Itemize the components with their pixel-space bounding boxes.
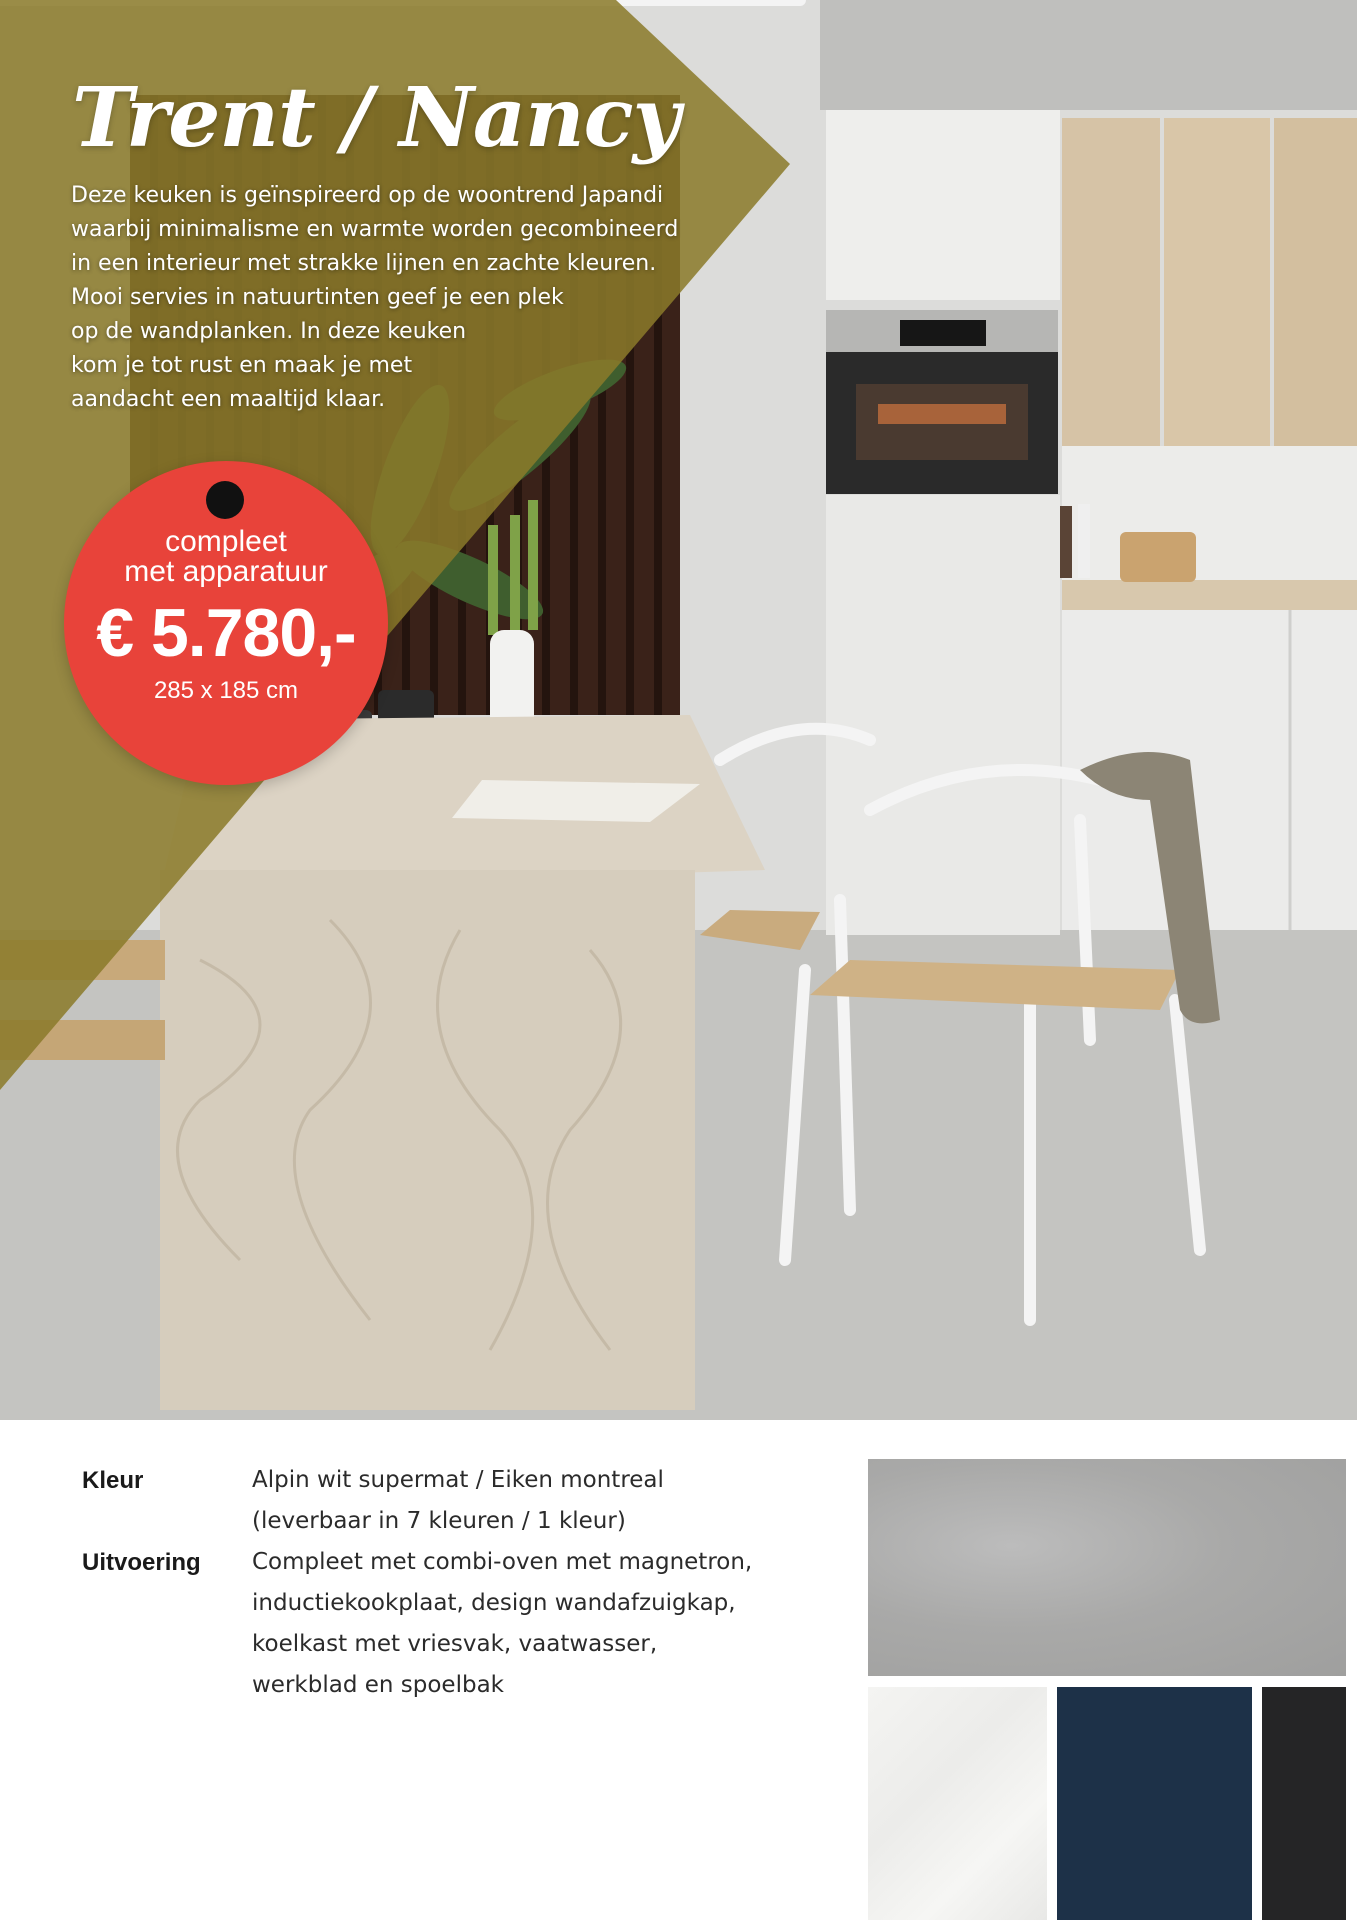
intro-line: aandacht een maaltijd klaar. [71,387,386,412]
intro-line: waarbij minimalisme en warmte worden gecombineerd [71,217,679,242]
dimensions-label: 285 x 185 cm [153,677,299,704]
badge-line-apparatuur: met apparatuur [124,555,328,588]
spec-value-line: (leverbaar in 7 kleuren / 1 kleur) [252,1508,626,1534]
swatch-black [1262,1687,1346,1920]
spec-value-line: Alpin wit supermat / Eiken montreal [252,1467,664,1493]
spec-value-line: Compleet met combi-oven met magnetron, [252,1549,753,1575]
swatch-concrete [868,1459,1346,1676]
intro-text [71,179,711,417]
spec-value [252,1542,792,1706]
price-badge [64,461,388,785]
swatch-marble [868,1687,1047,1920]
intro-line: op de wandplanken. In deze keuken [71,319,467,344]
badge-line-compleet: compleet [165,525,287,558]
spec-value-line: inductiekookplaat, design wandafzuigkap, [252,1590,736,1616]
spec-value-line: werkblad en spoelbak [252,1672,504,1698]
intro-line: Deze keuken is geïnspireerd op de woontrend Japandi [71,183,664,208]
page-title: Trent / Nancy [72,70,680,166]
hang-hole-icon [206,481,244,519]
spec-value [252,1460,792,1542]
intro-line: kom je tot rust en maak je met [71,353,413,378]
intro-line: Mooi servies in natuurtinten geef je een plek [71,285,564,310]
spec-label: Kleur [82,1467,144,1494]
swatch-navy [1057,1687,1252,1920]
price-amount: € 5.780,- [96,595,356,671]
spec-label: Uitvoering [82,1549,201,1576]
intro-line: in een interieur met strakke lijnen en zachte kleuren. [71,251,657,276]
spec-value-line: koelkast met vriesvak, vaatwasser, [252,1631,658,1657]
